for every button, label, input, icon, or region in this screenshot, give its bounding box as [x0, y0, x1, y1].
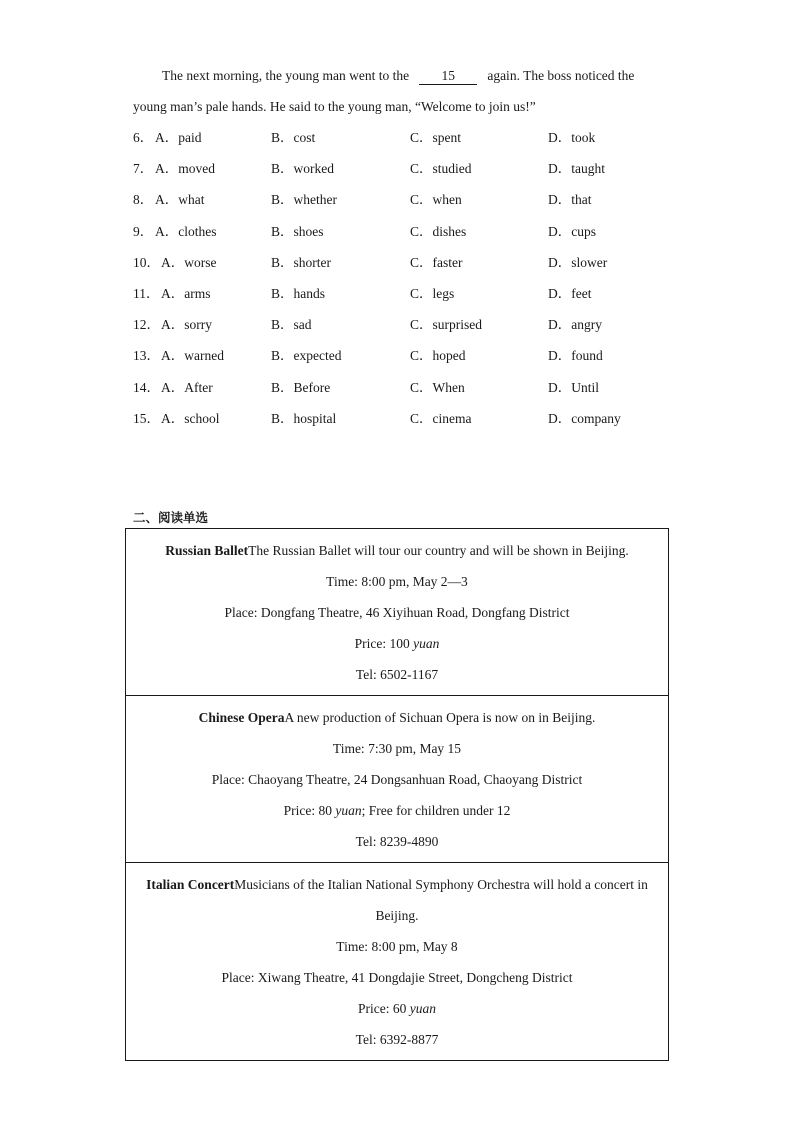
option-c: C．faster [410, 255, 463, 270]
passage-line-1 [162, 66, 702, 86]
option-c: C．when [410, 192, 462, 207]
option-d: D．Until [548, 380, 600, 395]
ad-tel: Tel: 8239-4890 [355, 834, 439, 849]
option-d: D．taught [548, 161, 605, 176]
ad-price-amount: Price: 100 [354, 636, 414, 651]
option-d: D．that [548, 192, 592, 207]
option-c: C．cinema [410, 411, 472, 426]
ad-italian-concert [126, 863, 668, 1060]
ad-place: Place: Xiwang Theatre, 41 Dongdajie Street, Dongcheng District [221, 970, 573, 985]
question-13 [133, 346, 693, 366]
option-b: B．worked [271, 161, 334, 176]
option-a: A．arms [161, 286, 211, 301]
ad-description: A new production of Sichuan Opera is now on in Beijing. [284, 710, 596, 725]
ad-chinese-opera [126, 696, 668, 863]
question-6 [133, 128, 693, 148]
question-10 [133, 253, 693, 273]
ad-heading-line [126, 535, 668, 566]
ad-price-amount: Price: 60 [358, 1001, 410, 1016]
ad-price [126, 628, 668, 659]
ad-tel: Tel: 6502-1167 [355, 667, 439, 682]
option-b: B．hospital [271, 411, 337, 426]
ad-price-unit: yuan [335, 803, 362, 818]
option-b: B．shorter [271, 255, 331, 270]
option-d: D．found [548, 348, 603, 363]
option-a: A．warned [161, 348, 224, 363]
question-number: 11． [133, 286, 160, 301]
option-a: A．moved [155, 161, 215, 176]
ad-heading-line [126, 702, 668, 733]
question-number: 10． [133, 255, 160, 270]
passage-line-2: young man’s pale hands. He said to the young man, “Welcome to join us!” [133, 99, 536, 114]
question-14 [133, 378, 693, 398]
option-d: D．cups [548, 224, 596, 239]
option-a: A．After [161, 380, 213, 395]
question-9 [133, 222, 693, 242]
question-11 [133, 284, 693, 304]
ad-price-note: ; Free for children under 12 [361, 803, 511, 818]
ad-russian-ballet [126, 529, 668, 696]
ad-time: Time: 7:30 pm, May 15 [332, 741, 462, 756]
option-b: B．whether [271, 192, 337, 207]
option-a: A．clothes [155, 224, 217, 239]
ad-title: Italian Concert [146, 877, 235, 892]
ad-place: Place: Dongfang Theatre, 46 Xiyihuan Road, Dongfang District [224, 605, 570, 620]
option-a: A．sorry [161, 317, 212, 332]
question-number: 14． [133, 380, 160, 395]
ad-price-unit: yuan [413, 636, 440, 651]
question-number: 12． [133, 317, 160, 332]
option-b: B．Before [271, 380, 331, 395]
ad-price-unit: yuan [409, 1001, 436, 1016]
option-c: C．hoped [410, 348, 466, 363]
question-number: 13． [133, 348, 160, 363]
question-15 [133, 409, 693, 429]
ads-table [125, 528, 669, 1061]
passage-text-before-blank: The next morning, the young man went to the [162, 68, 410, 83]
ad-heading-line [126, 869, 668, 931]
ad-time: Time: 8:00 pm, May 2—3 [326, 574, 468, 589]
question-number: 15． [133, 411, 160, 426]
passage-blank-15: 15 [419, 68, 477, 85]
option-c: C．studied [410, 161, 472, 176]
option-b: B．shoes [271, 224, 324, 239]
option-c: C．spent [410, 130, 462, 145]
option-a: A．school [161, 411, 220, 426]
ad-tel: Tel: 6392-8877 [355, 1032, 439, 1047]
option-a: A．paid [155, 130, 202, 145]
ad-title: Chinese Opera [198, 710, 285, 725]
ad-time: Time: 8:00 pm, May 8 [336, 939, 458, 954]
option-d: D．feet [548, 286, 592, 301]
question-8 [133, 190, 693, 210]
ad-price [126, 993, 668, 1024]
option-b: B．sad [271, 317, 312, 332]
ad-description: The Russian Ballet will tour our country and will be shown in Beijing. [248, 543, 629, 558]
question-number: 6． [133, 130, 154, 145]
ad-description: Musicians of the Italian National Symphony Orchestra will hold a concert in Beijing. [234, 877, 648, 923]
ad-place: Place: Chaoyang Theatre, 24 Dongsanhuan Road, Chaoyang District [211, 772, 583, 787]
ad-price [126, 795, 668, 826]
option-d: D．company [548, 411, 621, 426]
option-c: C．When [410, 380, 465, 395]
question-number: 9． [133, 224, 154, 239]
option-a: A．worse [161, 255, 217, 270]
section-title: 二、阅读单选 [133, 510, 209, 525]
ad-title: Russian Ballet [165, 543, 249, 558]
question-number: 8． [133, 192, 154, 207]
option-c: C．legs [410, 286, 455, 301]
option-b: B．expected [271, 348, 342, 363]
option-c: C．dishes [410, 224, 467, 239]
question-7 [133, 159, 693, 179]
option-d: D．took [548, 130, 596, 145]
option-b: B．cost [271, 130, 316, 145]
question-12 [133, 315, 693, 335]
option-c: C．surprised [410, 317, 482, 332]
question-number: 7． [133, 161, 154, 176]
option-a: A．what [155, 192, 205, 207]
option-d: D．angry [548, 317, 602, 332]
option-d: D．slower [548, 255, 608, 270]
passage-text-after-blank: again. The boss noticed the [487, 68, 635, 83]
option-b: B．hands [271, 286, 325, 301]
ad-price-amount: Price: 80 [283, 803, 336, 818]
